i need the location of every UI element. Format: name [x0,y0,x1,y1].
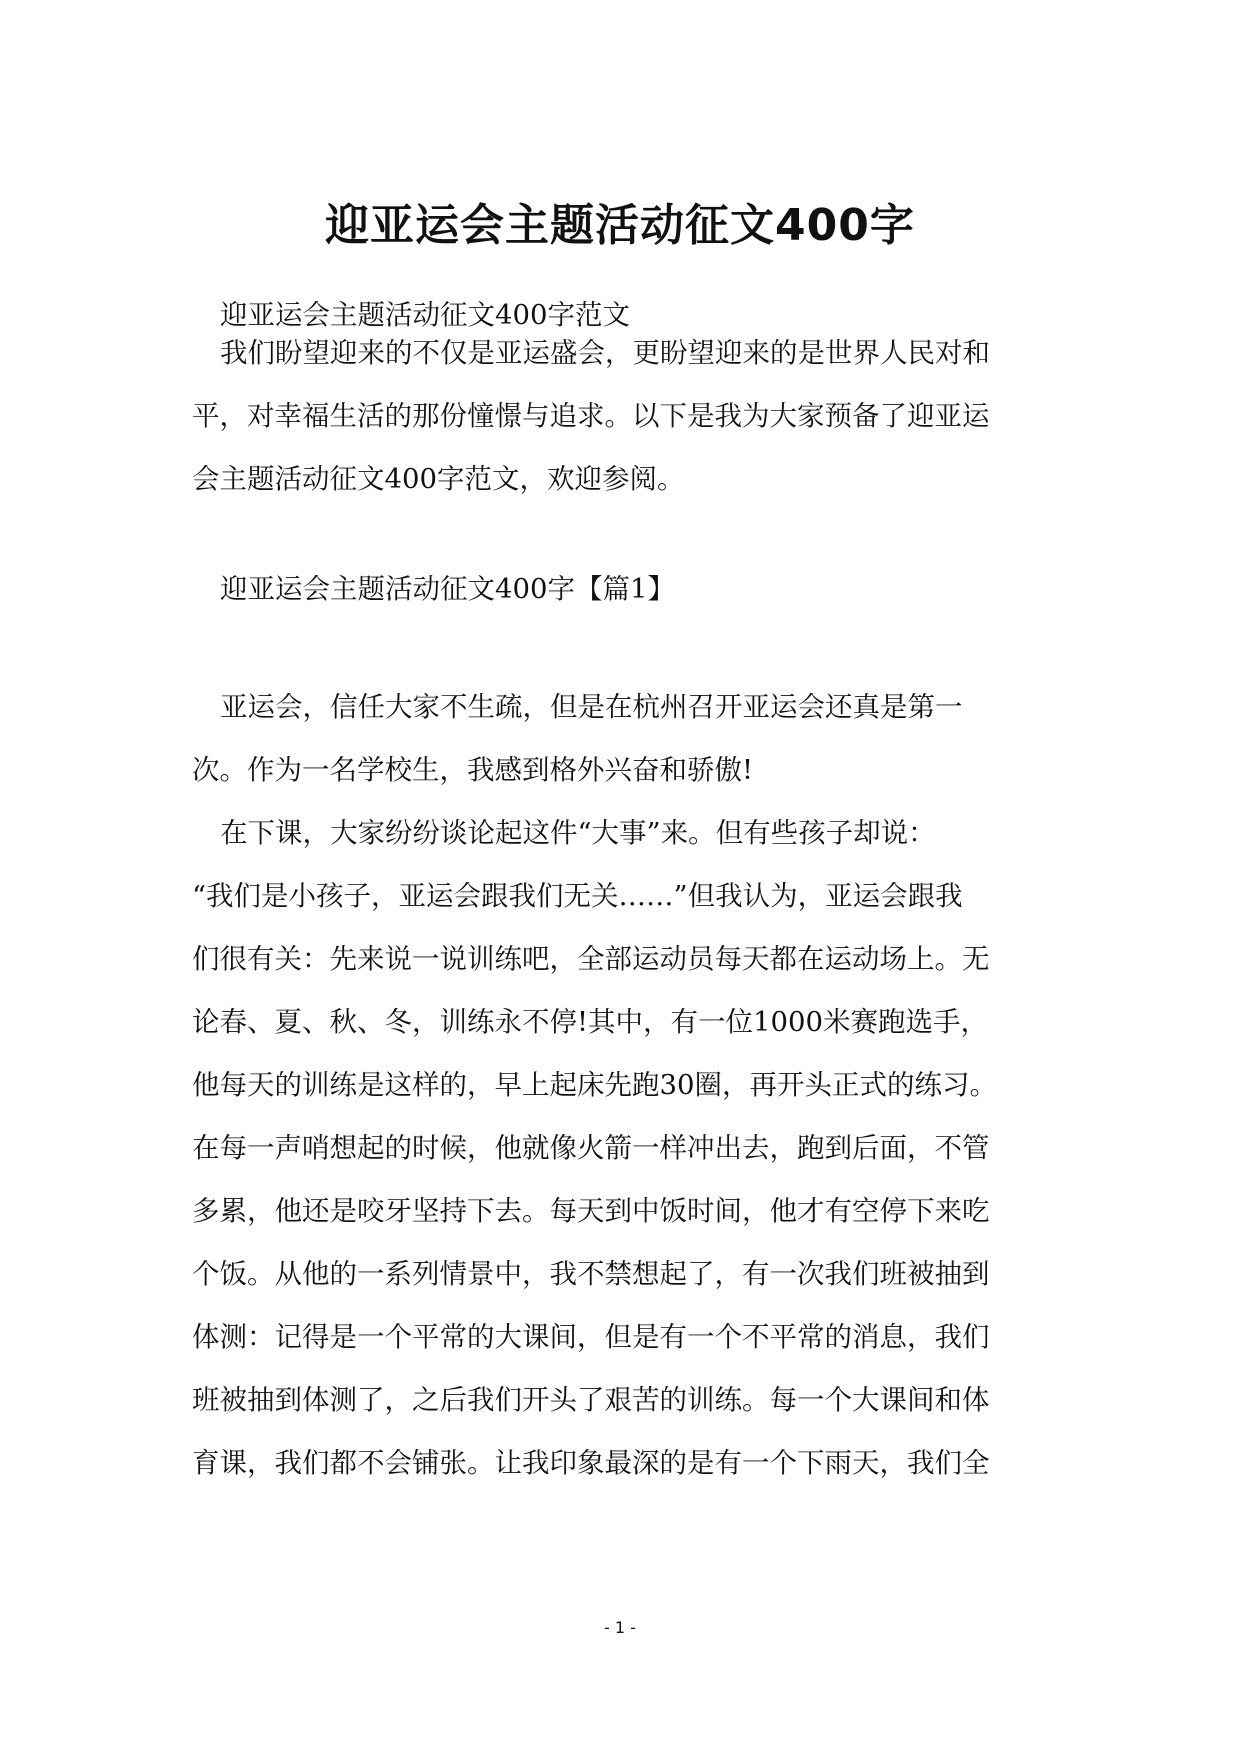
paragraph2-line-8: 个饭。从他的一系列情景中，我不禁想起了，有一次我们班被抽到 [192,1258,990,1290]
paragraph1-line-1: 亚运会，信任大家不生疏，但是在杭州召开亚运会还真是第一 [220,691,963,723]
document-subtitle: 迎亚运会主题活动征文400字范文 [220,299,630,331]
paragraph1-line-2: 次。作为一名学校生，我感到格外兴奋和骄傲! [192,754,754,786]
paragraph2-line-11: 育课，我们都不会铺张。让我印象最深的是有一个下雨天，我们全 [192,1447,990,1479]
paragraph2-line-3: 们很有关：先来说一说训练吧，全部运动员每天都在运动场上。无 [192,943,990,975]
section-heading: 迎亚运会主题活动征文400字【篇1】 [220,573,675,605]
page-number: - 1 - [604,1618,636,1637]
paragraph2-line-1: 在下课，大家纷纷谈论起这件“大事”来。但有些孩子却说： [220,817,936,849]
paragraph2-line-2: “我们是小孩子，亚运会跟我们无关……”但我认为，亚运会跟我 [192,880,963,912]
intro-line-1: 我们盼望迎来的不仅是亚运盛会，更盼望迎来的是世界人民对和 [220,337,990,369]
document-title: 迎亚运会主题活动征文400字 [325,200,915,251]
paragraph2-line-4: 论春、夏、秋、冬，训练永不停!其中，有一位1000米赛跑选手， [192,1006,989,1038]
paragraph2-line-6: 在每一声哨想起的时候，他就像火箭一样冲出去，跑到后面，不管 [192,1132,990,1164]
paragraph2-line-9: 体测：记得是一个平常的大课间，但是有一个不平常的消息，我们 [192,1321,990,1353]
paragraph2-line-10: 班被抽到体测了，之后我们开头了艰苦的训练。每一个大课间和体 [192,1384,990,1416]
paragraph2-line-7: 多累，他还是咬牙坚持下去。每天到中饭时间，他才有空停下来吃 [192,1195,990,1227]
paragraph2-line-5: 他每天的训练是这样的，早上起床先跑30圈，再开头正式的练习。 [192,1069,997,1101]
intro-line-3: 会主题活动征文400字范文，欢迎参阅。 [192,463,685,495]
intro-line-2: 平，对幸福生活的那份憧憬与追求。以下是我为大家预备了迎亚运 [192,400,990,432]
